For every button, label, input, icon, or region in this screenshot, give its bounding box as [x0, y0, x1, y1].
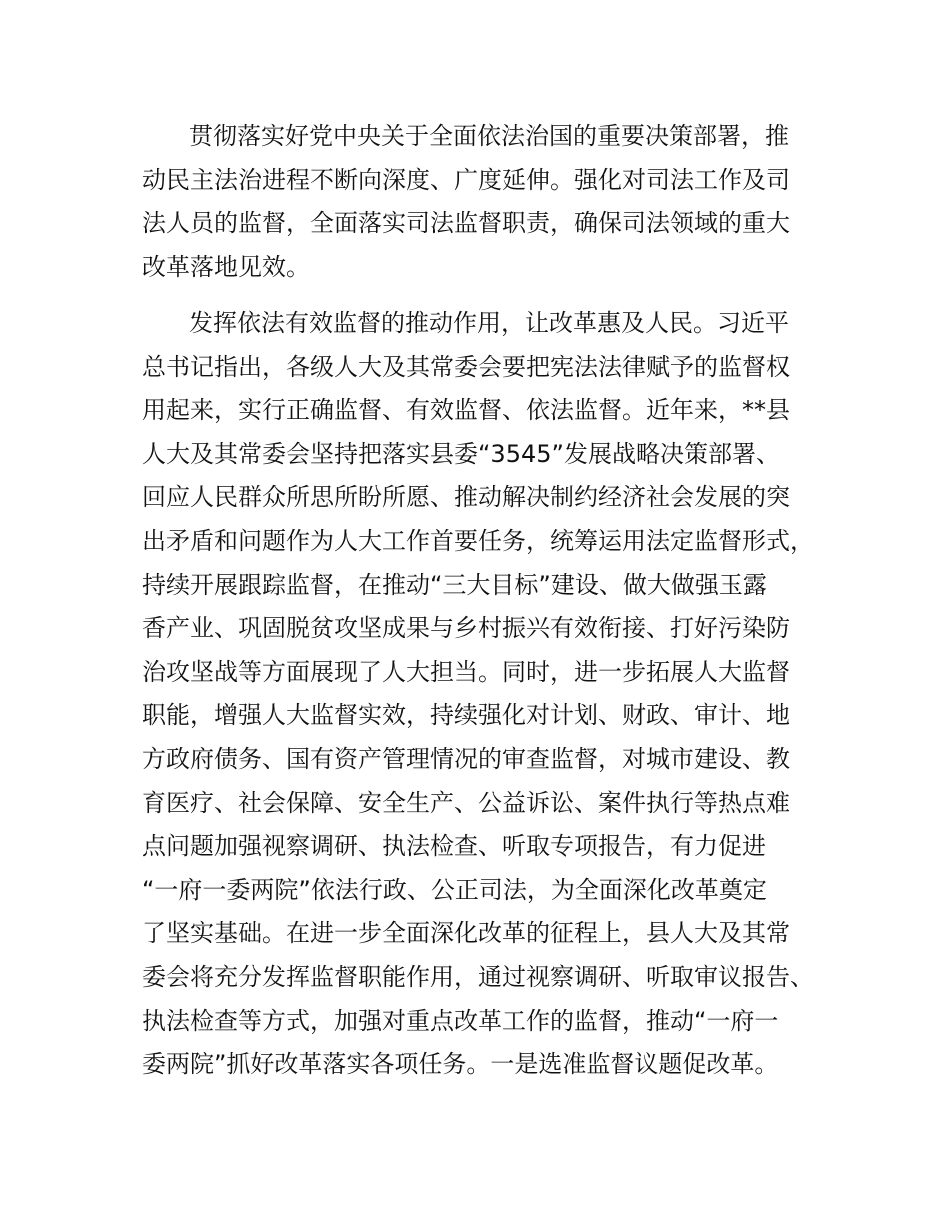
paragraph-line: 用起来，实行正确监督、有效监督、依法监督。近年来，**县 [142, 396, 790, 425]
paragraph-line: 点问题加强视察调研、执法检查、听取专项报告，有力促进 [142, 832, 766, 861]
paragraph-line: 了坚实基础。在进一步全面深化改革的征程上，县人大及其常 [142, 919, 790, 948]
paragraph-line: 法人员的监督，全面落实司法监督职责，确保司法领域的重大 [142, 209, 790, 238]
paragraph-line: 持续开展跟踪监督，在推动“三大目标”建设、做大做强玉露 [142, 570, 767, 599]
paragraph-line: 委两院”抓好改革落实各项任务。一是选准监督议题促改革。 [142, 1050, 779, 1079]
paragraph-line: 贯彻落实好党中央关于全面依法治国的重要决策部署，推 [189, 122, 789, 150]
paragraph-line: 动民主法治进程不断向深度、广度延伸。强化对司法工作及司 [142, 165, 790, 194]
paragraph-line: 人大及其常委会坚持把落实县委“3545”发展战略决策部署、 [142, 439, 780, 468]
paragraph-line: 香产业、巩固脱贫攻坚成果与乡村振兴有效衔接、打好污染防 [142, 614, 790, 643]
paragraph-line: 委会将充分发挥监督职能作用，通过视察调研、听取审议报告、 [142, 962, 814, 991]
paragraph-line: 方政府债务、国有资产管理情况的审查监督，对城市建设、教 [142, 744, 790, 773]
paragraph-1 [142, 115, 842, 289]
paragraph-line: 总书记指出，各级人大及其常委会要把宪法法律赋予的监督权 [142, 352, 790, 381]
paragraph-line: 改革落地见效。 [142, 252, 310, 281]
paragraph-line: 回应人民群众所思所盼所愿、推动解决制约经济社会发展的突 [142, 483, 790, 512]
paragraph-line: “一府一委两院”依法行政、公正司法，为全面深化改革奠定 [142, 875, 767, 904]
paragraph-line: 出矛盾和问题作为人大工作首要任务，统筹运用法定监督形式， [142, 526, 814, 555]
paragraph-line: 治攻坚战等方面展现了人大担当。同时，进一步拓展人大监督 [142, 657, 790, 686]
paragraph-line: 发挥依法有效监督的推动作用，让改革惠及人民。习近平 [189, 309, 789, 337]
paragraph-line: 职能，增强人大监督实效，持续强化对计划、财政、审计、地 [142, 701, 790, 730]
paragraph-2 [142, 302, 842, 1087]
paragraph-line: 执法检查等方式，加强对重点改革工作的监督，推动“一府一 [142, 1006, 779, 1035]
paragraph-line: 育医疗、社会保障、安全生产、公益诉讼、案件执行等热点难 [142, 788, 790, 817]
